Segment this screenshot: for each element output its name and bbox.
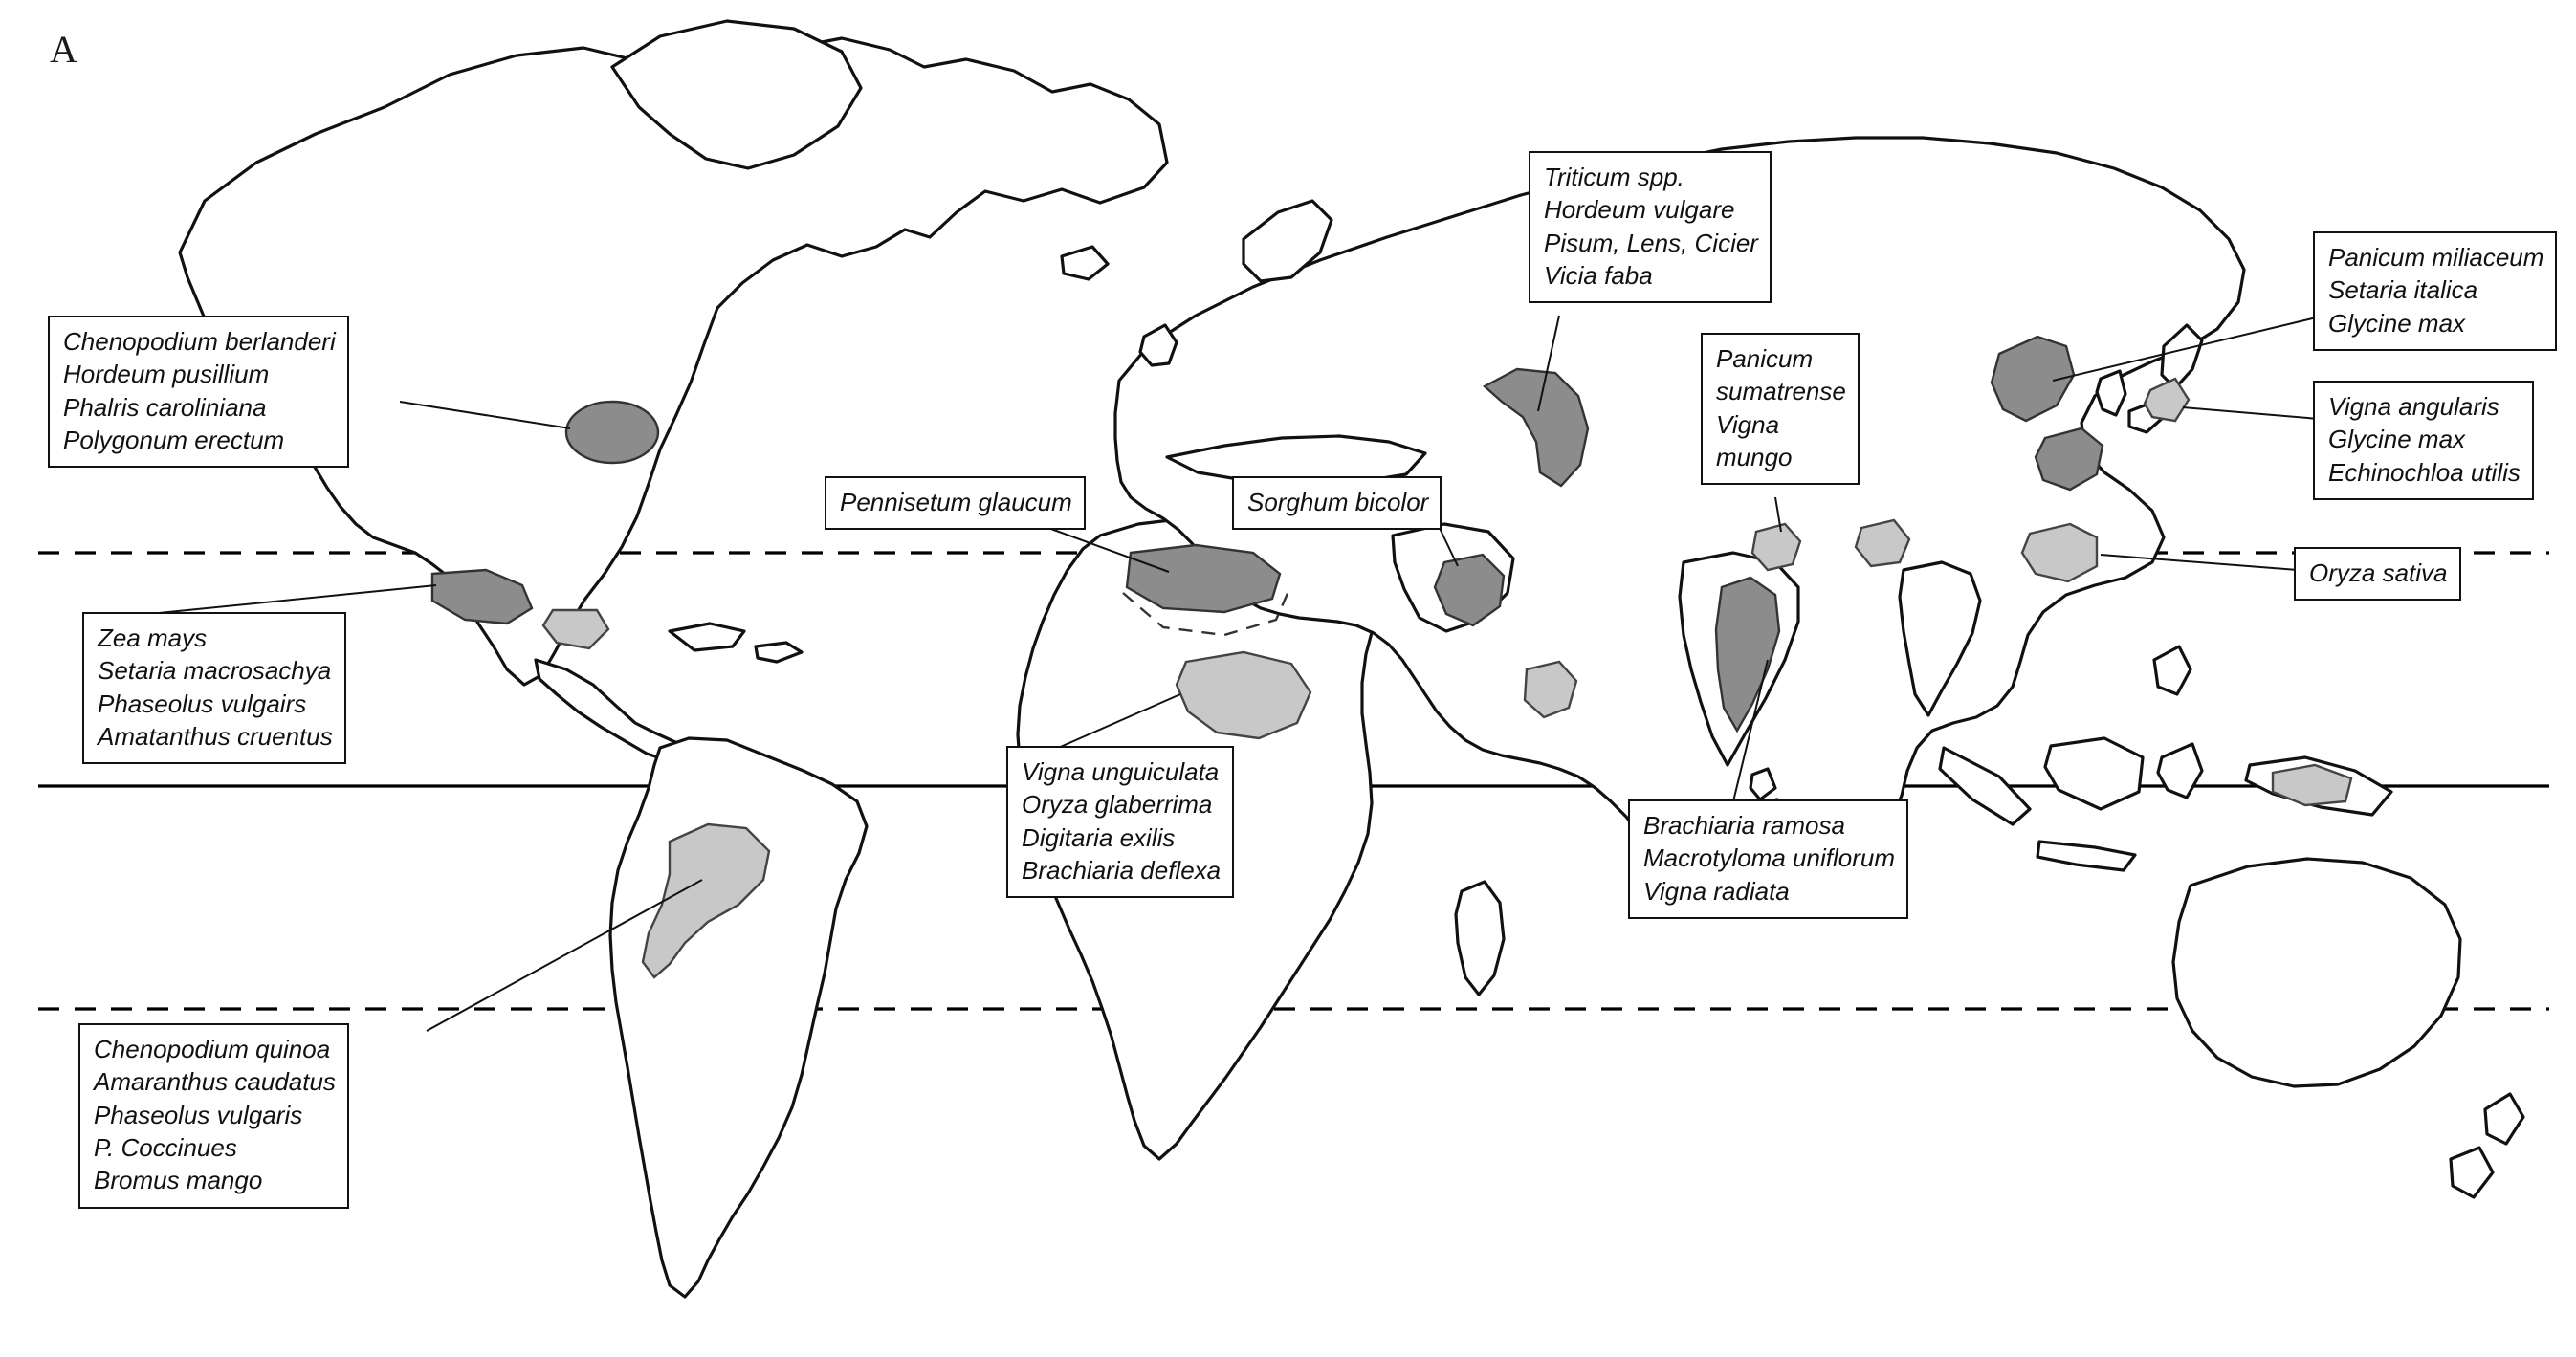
callout-line: Phaseolus vulgaris	[94, 1100, 303, 1129]
callout-line: Vigna	[1716, 409, 1780, 439]
callout-line: Echinochloa utilis	[2328, 457, 2521, 487]
callout-mesoamerica[interactable]	[82, 612, 346, 764]
borneo-island	[2045, 738, 2143, 809]
callout-line: Brachiaria deflexa	[1022, 855, 1222, 885]
callout-fertile-crescent[interactable]	[1529, 151, 1772, 303]
callout-sahel-pearl-millet[interactable]	[825, 476, 1086, 530]
callout-line: Glycine max	[2328, 308, 2466, 338]
callout-korea-japan[interactable]	[2313, 381, 2534, 500]
australia-landmass	[2173, 859, 2460, 1086]
callout-line: Oryza glaberrima	[1022, 790, 1213, 820]
callout-line: Vigna angularis	[2328, 392, 2499, 421]
callout-line: Amaranthus caudatus	[94, 1067, 336, 1097]
callout-line: mungo	[1716, 442, 1793, 471]
callout-line: Vicia faba	[1544, 260, 1653, 290]
callout-west-africa[interactable]	[1006, 746, 1234, 898]
hispaniola-island	[756, 643, 802, 662]
caribbean-islands	[670, 624, 744, 650]
callout-line: Vigna radiata	[1643, 876, 1790, 906]
callout-line: P. Coccinues	[94, 1132, 237, 1162]
callout-line: Pennisetum glaucum	[840, 488, 1072, 516]
sulawesi-island	[2158, 744, 2202, 798]
callout-line: Hordeum vulgare	[1544, 195, 1735, 225]
callout-andes[interactable]	[78, 1023, 349, 1209]
leader-korea-japan	[2183, 407, 2319, 419]
callout-line: Vigna unguiculata	[1022, 757, 1220, 786]
region-korea-japan	[2145, 379, 2189, 421]
new-zealand-south-island	[2451, 1148, 2493, 1197]
callout-line: Oryza sativa	[2309, 558, 2448, 587]
callout-line: Phalris caroliniana	[63, 392, 267, 422]
callout-line: Chenopodium quinoa	[94, 1035, 331, 1063]
callout-line: Bromus mango	[94, 1166, 263, 1195]
callout-line: Chenopodium berlanderi	[63, 327, 336, 356]
callout-line: Phaseolus vulgairs	[98, 689, 307, 718]
callout-line: Hordeum pusillium	[63, 360, 270, 389]
callout-line: Macrotyloma uniflorum	[1643, 843, 1895, 873]
callout-line: Sorghum bicolor	[1247, 488, 1429, 516]
korea-peninsula	[2097, 371, 2125, 415]
java-island	[2037, 842, 2135, 870]
callout-line: Zea mays	[98, 624, 208, 652]
callout-line: Glycine max	[2328, 425, 2466, 454]
callout-line: Panicum	[1716, 344, 1814, 373]
iceland-island	[1062, 247, 1108, 279]
callout-north-china[interactable]	[2313, 231, 2557, 351]
callout-line: Polygonum erectum	[63, 425, 285, 454]
callout-line: Setaria macrosachya	[98, 656, 332, 686]
callout-line: Digitaria exilis	[1022, 822, 1176, 852]
callout-india-north[interactable]	[1701, 333, 1860, 485]
region-eastern-north-america	[566, 402, 658, 463]
callout-line: sumatrense	[1716, 377, 1846, 406]
philippines-islands	[2154, 646, 2191, 694]
callout-india-south[interactable]	[1628, 799, 1908, 919]
new-zealand-islands	[2485, 1094, 2523, 1144]
callout-line: Triticum spp.	[1544, 163, 1684, 191]
callout-line: Setaria italica	[2328, 275, 2478, 305]
callout-line: Pisum, Lens, Cicier	[1544, 228, 1758, 257]
callout-line: Amatanthus cruentus	[98, 721, 333, 751]
callout-south-china-rice[interactable]	[2294, 547, 2461, 601]
madagascar-landmass	[1456, 882, 1504, 995]
panel-label: A	[50, 28, 78, 71]
south-america-landmass	[610, 738, 867, 1297]
callout-line: Panicum miliaceum	[2328, 243, 2544, 272]
callout-line: Brachiaria ramosa	[1643, 811, 1845, 840]
callout-east-africa-sorghum[interactable]	[1232, 476, 1442, 530]
callout-north-america-east[interactable]	[48, 316, 349, 468]
